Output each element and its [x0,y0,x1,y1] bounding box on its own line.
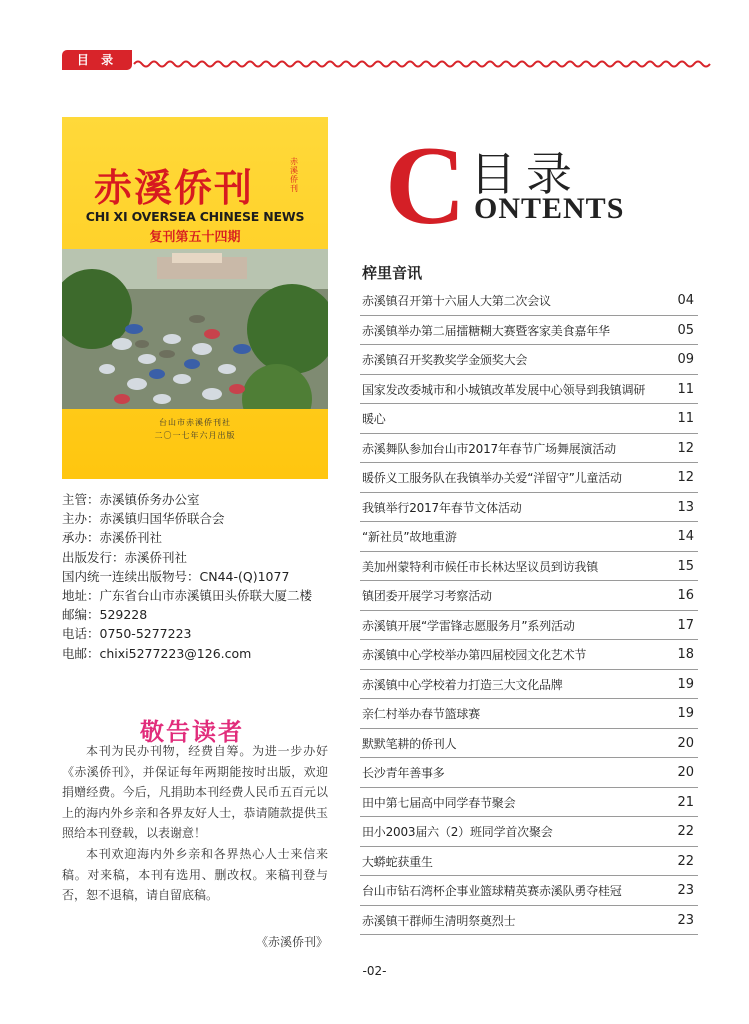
toc-entry-title: 赤溪舞队参加台山市2017年春节广场舞展演活动 [362,441,616,456]
toc-entry-title: 赤溪镇召开奖教奖学金颁奖大会 [362,353,528,367]
toc-entry-page: 09 [677,352,694,367]
toc-entry-page: 21 [677,794,694,810]
toc-entry[interactable] [360,611,698,641]
contents-title-en: ONTENTS [474,192,625,225]
toc-entry-page: 23 [677,912,694,928]
toc-entry-title: 田中第七届高中同学春节聚会 [362,795,516,810]
toc-section-title: 梓里音讯 [362,264,423,282]
toc-entry-page: 22 [677,824,694,839]
toc-entry-page: 19 [677,706,694,721]
toc-entry[interactable] [360,493,698,523]
toc-entry-title: 长沙青年善事多 [362,766,445,780]
toc-entry-title: 赤溪镇开展“学雷锋志愿服务月”系列活动 [362,618,575,633]
toc-entry[interactable] [360,404,698,434]
toc-entry[interactable] [360,670,698,700]
cover-publisher: 台山市赤溪侨刊社 [159,418,231,427]
cover-issue: 复刊第五十四期 [149,230,241,245]
toc-entry[interactable] [360,434,698,464]
toc-entry-page: 11 [677,411,694,426]
toc-entry-title: “新社员”故地重游 [362,530,457,544]
masthead-info [62,490,342,663]
toc-entry-title: 大蟒蛇获重生 [362,854,433,869]
toc-entry[interactable] [360,729,698,759]
toc-entry[interactable] [360,522,698,552]
section-tag: 目 录 [62,50,132,70]
crowd-umbrellas-image [62,249,328,409]
toc-entry-page: 18 [677,647,694,662]
toc-entry-title: 亲仁村举办春节篮球赛 [362,707,481,721]
wavy-divider [60,58,712,70]
toc-entry-title: 国家发改委城市和小城镇改革发展中心领导到我镇调研 [362,382,646,397]
toc-entry-page: 04 [677,293,694,308]
toc-entry-page: 12 [677,440,694,456]
info-row: 主办：赤溪镇归国华侨联合会 [62,511,225,527]
toc-entry[interactable] [360,640,698,670]
toc-entry-title: 赤溪镇中心学校举办第四届校园文化艺术节 [362,648,587,662]
info-row: 主管：赤溪镇侨务办公室 [62,492,200,507]
toc-entry[interactable] [360,817,698,847]
toc-entry-page: 15 [677,558,694,574]
toc-entry-title: 田小2003届六（2）班同学首次聚会 [362,825,553,839]
cover-publish-date: 二〇一七年六月出版 [154,431,236,440]
toc-entry-title: 赤溪镇举办第二届擂糖糊大赛暨客家美食嘉年华 [362,323,610,338]
contents-big-letter: C [385,124,466,248]
toc-entry[interactable] [360,345,698,375]
toc-entry[interactable] [360,876,698,906]
toc-entry-title: 默默笔耕的侨刊人 [362,736,457,751]
toc-entry[interactable] [360,375,698,405]
toc-list [360,286,698,935]
toc-entry-page: 20 [677,765,694,780]
toc-entry[interactable] [360,699,698,729]
notice-paragraph: 本刊欢迎海内外乡亲和各界热心人士来信来稿。对来稿，本刊有选用、删改权。来稿刊登与否，恕不退稿，请自留底稿。 [62,846,328,903]
info-row: 出版发行：赤溪侨刊社 [62,549,188,565]
info-row: 电话：0750-5277223 [62,626,192,642]
toc-entry-title: 赤溪镇召开第十六届人大第二次会议 [362,294,551,308]
cover-english-title: CHI XI OVERSEA CHINESE NEWS [85,209,305,224]
toc-entry-page: 12 [677,470,694,485]
notice-title: 敬告读者 [140,718,244,746]
toc-entry[interactable] [360,581,698,611]
page-number: -02- [362,964,387,978]
info-row: 电邮：chixi5277223@126.com [62,645,252,661]
toc-entry[interactable] [360,906,698,936]
toc-entry-title: 暖侨义工服务队在我镇举办关爱“洋留守”儿童活动 [362,471,622,485]
toc-entry[interactable] [360,847,698,877]
notice-signature: 《赤溪侨刊》 [255,935,328,949]
notice-paragraph: 本刊为民办刊物，经费自筹。为进一步办好《赤溪侨刊》，并保证每年两期能按时出版，欢迎捐赠经费。今后，凡捐助本刊经费人民币五百元以上的海内外乡亲和各界友好人士，恭请随款提供玉照给本刊登载，以表谢意！ [62,744,328,841]
toc-entry-title: 台山市钻石湾杯企事业篮球精英赛赤溪队勇夺桂冠 [362,884,622,898]
toc-entry-page: 23 [677,883,694,898]
toc-entry-title: 我镇举行2017年春节文体活动 [362,500,522,515]
toc-entry-title: 赤溪镇中心学校着力打造三大文化品牌 [362,677,563,692]
info-row: 承办：赤溪侨刊社 [62,530,163,546]
toc-entry-title: 赤溪镇干群师生清明祭奠烈士 [362,913,516,928]
toc-entry-page: 17 [677,617,694,633]
toc-entry-page: 22 [677,853,694,869]
toc-entry[interactable] [360,788,698,818]
toc-entry[interactable] [360,286,698,316]
info-row: 邮编：529228 [62,607,148,623]
toc-entry-page: 05 [677,322,694,338]
info-row: 地址：广东省台山市赤溪镇田头侨联大厦二楼 [62,587,313,603]
cover-seal: 赤溪侨刊 [290,157,298,193]
toc-entry-page: 16 [677,588,694,603]
toc-entry[interactable] [360,758,698,788]
cover-title: 赤溪侨刊 [94,165,255,210]
contents-title-cn: 目录 [470,147,582,201]
cover-photo [62,249,328,409]
toc-entry-title: 镇团委开展学习考察活动 [362,589,492,603]
toc-entry-page: 11 [677,381,694,397]
toc-entry[interactable] [360,463,698,493]
info-row: 国内统一连续出版物号：CN44-(Q)1077 [62,568,290,584]
toc-entry-page: 13 [677,499,694,515]
toc-entry[interactable] [360,316,698,346]
toc-entry[interactable] [360,552,698,582]
notice-body [62,741,328,906]
toc-entry-page: 19 [677,676,694,692]
toc-entry-title: 暖心 [362,412,386,426]
toc-entry-title: 美加州蒙特利市候任市长林达坚议员到访我镇 [362,559,599,574]
toc-entry-page: 14 [677,529,694,544]
magazine-cover [62,117,328,479]
toc-entry-page: 20 [677,735,694,751]
